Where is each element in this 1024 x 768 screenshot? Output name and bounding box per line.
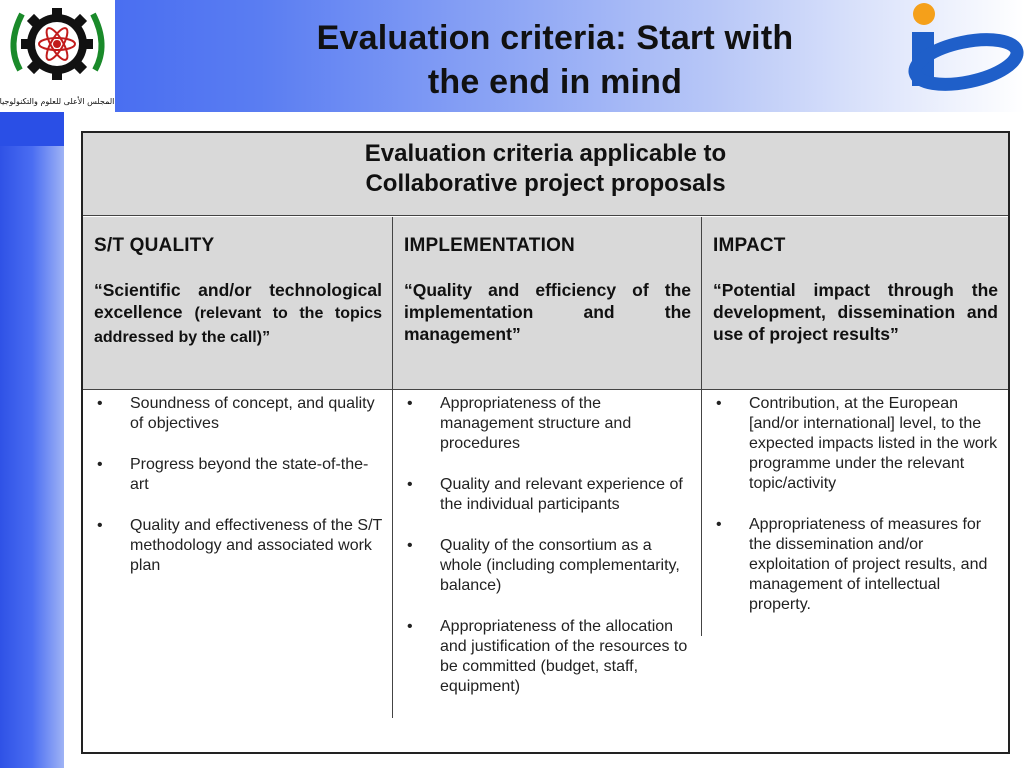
table-header — [83, 133, 1008, 216]
left-decor-block — [0, 112, 64, 146]
column-header — [393, 217, 701, 390]
list-item — [403, 536, 693, 596]
list-item-text: Appropriateness of measures for the dissemination and/or exploitation of project results, and management of intellectual property. — [749, 516, 988, 613]
list-item — [403, 617, 693, 697]
list-item-text: Soundness of concept, and quality of objectives — [130, 395, 375, 432]
column-header — [702, 217, 1008, 390]
column-description-sub: (relevant to the topics addressed by the call)” — [94, 305, 382, 346]
list-item-text: Quality and relevant experience of the individual participants — [440, 476, 683, 513]
column-name: IMPACT — [713, 235, 786, 256]
column-description: “Quality and efficiency of the implementation and the management” — [404, 280, 691, 344]
bullet-icon: • — [407, 618, 413, 635]
bullet-icon: • — [716, 395, 722, 412]
list-item — [93, 455, 384, 495]
column-impact — [701, 217, 1008, 636]
criteria-list — [83, 390, 392, 576]
criteria-list — [393, 390, 701, 697]
table-header-line-2: Collaborative project proposals — [365, 170, 726, 197]
column-implementation — [392, 217, 701, 718]
list-item-text: Quality and effectiveness of the S/T methodology and associated work plan — [130, 517, 382, 574]
bullet-icon: • — [716, 516, 722, 533]
criteria-list — [702, 390, 1008, 615]
bullet-icon: • — [407, 395, 413, 412]
council-logo — [0, 0, 115, 112]
criteria-table — [81, 131, 1010, 754]
list-item — [93, 394, 384, 434]
list-item — [712, 515, 1000, 615]
list-item-text: Appropriateness of the management structure and procedures — [440, 395, 632, 452]
bullet-icon: • — [407, 537, 413, 554]
column-description: “Potential impact through the development, dissemination and use of project results” — [713, 280, 998, 344]
io-logo — [888, 0, 1024, 108]
bullet-icon: • — [407, 476, 413, 493]
title-line-1: Evaluation criteria: Start with — [316, 19, 794, 57]
slide-title — [230, 16, 880, 104]
bullet-icon: • — [97, 395, 103, 412]
list-item — [403, 475, 693, 515]
list-item-text: Contribution, at the European [and/or international] level, to the expected impacts listed in the work programme under the relevant topic/activity — [749, 395, 998, 492]
list-item — [712, 394, 1000, 494]
bullet-icon: • — [97, 456, 103, 473]
logo-arabic-text: المجلس الأعلى للعلوم والتكنولوجيا — [0, 97, 115, 106]
list-item — [93, 516, 384, 576]
left-decor-band — [0, 112, 64, 768]
bullet-icon: • — [97, 517, 103, 534]
column-name: IMPLEMENTATION — [404, 235, 575, 256]
table-header-line-1: Evaluation criteria applicable to — [364, 140, 727, 167]
column-st-quality — [83, 217, 392, 597]
column-description-main: “Scientific and/or technological excellence — [94, 280, 382, 322]
list-item-text: Quality of the consortium as a whole (including complementarity, balance) — [440, 537, 680, 594]
title-line-2: the end in mind — [427, 63, 683, 101]
list-item — [403, 394, 693, 454]
gear-atom-icon — [0, 0, 115, 112]
column-name: S/T QUALITY — [94, 235, 215, 256]
list-item-text: Progress beyond the state-of-the-art — [130, 456, 369, 493]
io-logo-icon — [888, 0, 1024, 108]
column-description — [94, 279, 382, 349]
list-item-text: Appropriateness of the allocation and justification of the resources to be committed (budget, staff, equipment) — [440, 618, 688, 695]
column-header — [83, 217, 392, 390]
